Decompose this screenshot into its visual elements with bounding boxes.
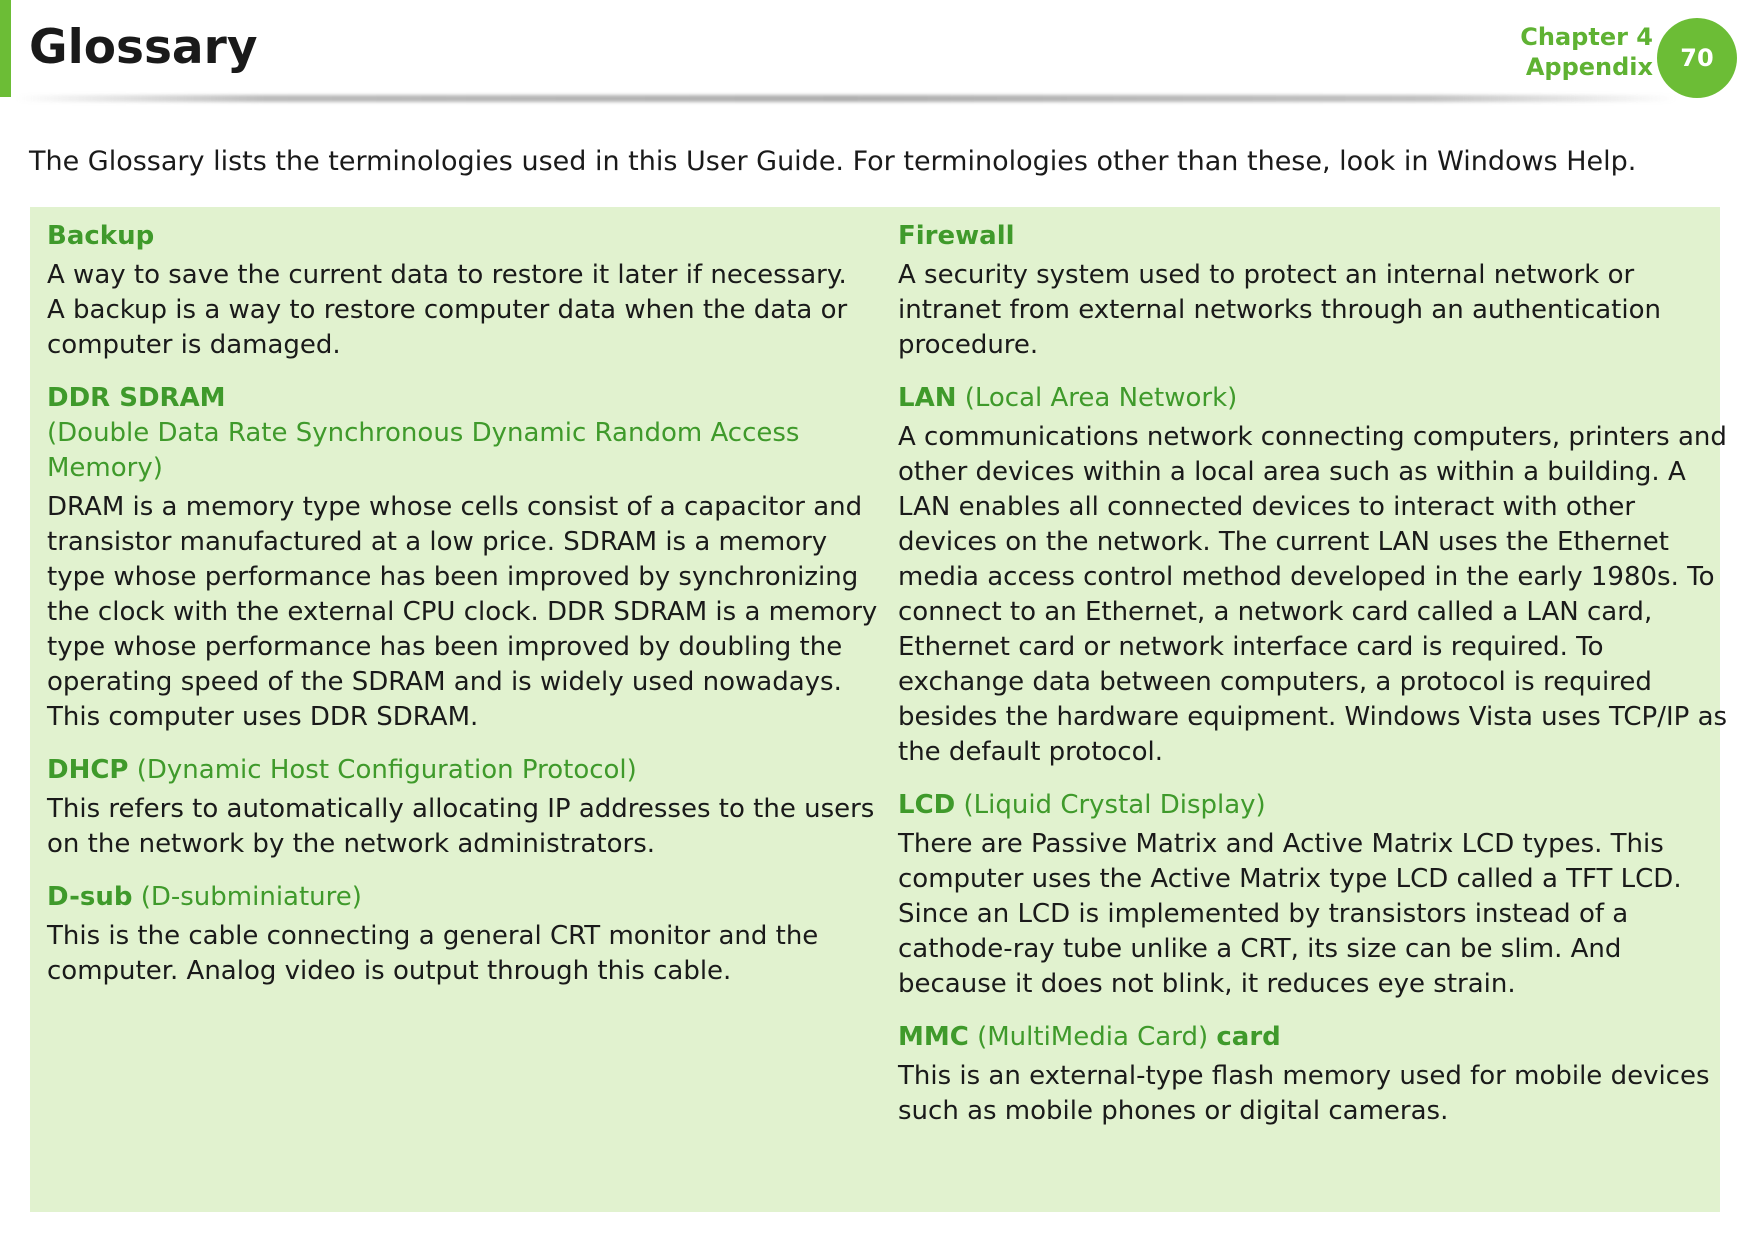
intro-text: The Glossary lists the terminologies used in this User Guide. For terminologies other than these, look in Windows Help.	[29, 146, 1637, 177]
term-expansion: (MultiMedia Card)	[977, 1022, 1209, 1052]
page-number-badge: 70	[1657, 18, 1737, 98]
term-name: LCD	[898, 790, 956, 820]
term-definition: There are Passive Matrix and Active Matrix LCD types. This computer uses the Active Matrix type LCD called a TFT LCD. Since an LCD is implemented by transistors instead of a cathode-ray tube unlike a CRT, its size can be slim. And because it does not blink, it reduces eye strain.	[898, 829, 1682, 999]
term-definition: A security system used to protect an internal network or intranet from external networks through an authentication procedure.	[898, 260, 1661, 360]
glossary-entry-mmc	[898, 1020, 1733, 1129]
glossary-entry-firewall	[898, 219, 1733, 363]
chapter-indicator	[1520, 22, 1653, 82]
term-heading	[47, 219, 887, 254]
term-name: D-sub	[47, 882, 133, 912]
term-heading	[47, 381, 887, 486]
glossary-entry-lcd	[898, 788, 1733, 1002]
glossary-column-left	[47, 219, 887, 1007]
page-title: Glossary	[29, 20, 258, 75]
term-definition	[47, 258, 887, 363]
definition-line: A way to save the current data to restore it later if necessary.	[47, 260, 847, 290]
term-name: LAN	[898, 383, 957, 413]
glossary-entry-backup	[47, 219, 887, 363]
term-heading	[898, 381, 1733, 416]
glossary-panel	[30, 207, 1728, 1212]
term-suffix: card	[1216, 1022, 1281, 1052]
term-expansion: (Local Area Network)	[964, 383, 1238, 413]
term-expansion: (D-subminiature)	[140, 882, 362, 912]
chapter-label: Chapter 4	[1520, 23, 1653, 51]
term-definition: This refers to automatically allocating IP addresses to the users on the network by the network administrators.	[47, 794, 875, 859]
term-name: MMC	[898, 1022, 969, 1052]
term-definition: This is an external-type flash memory used for mobile devices such as mobile phones or digital cameras.	[898, 1061, 1710, 1126]
term-name: DDR SDRAM	[47, 383, 226, 413]
term-heading	[898, 788, 1733, 823]
title-accent-bar	[0, 0, 11, 97]
term-heading	[898, 219, 1733, 254]
term-name: Firewall	[898, 221, 1015, 251]
term-name: Backup	[47, 221, 155, 251]
glossary-entry-lan	[898, 381, 1733, 770]
term-expansion: (Liquid Crystal Display)	[963, 790, 1266, 820]
term-definition: This is the cable connecting a general CRT monitor and the computer. Analog video is output through this cable.	[47, 921, 819, 986]
glossary-entry-d-sub	[47, 880, 887, 989]
term-name: DHCP	[47, 755, 129, 785]
term-expansion: (Dynamic Host Configuration Protocol)	[136, 755, 637, 785]
glossary-column-right	[898, 219, 1733, 1147]
term-definition: DRAM is a memory type whose cells consist of a capacitor and transistor manufactured at a low price. SDRAM is a memory type whose performance has been improved by synchronizing the clock with the external CPU clock. DDR SDRAM is a memory type whose performance has been improved by doubling the operating speed of the SDRAM and is widely used nowadays. This computer uses DDR SDRAM.	[47, 492, 878, 732]
term-heading	[47, 753, 887, 788]
chapter-name: Appendix	[1525, 53, 1653, 81]
term-heading	[898, 1020, 1733, 1055]
term-definition: A communications network connecting computers, printers and other devices within a local area such as within a building. A LAN enables all connected devices to interact with other devices on the network. The current LAN uses the Ethernet media access control method developed in the early 1980s. To connect to an Ethernet, a network card called a LAN card, Ethernet card or network interface card is required. To exchange data between computers, a protocol is required besides the hardware equipment. Windows Vista uses TCP/IP as the default protocol.	[898, 422, 1728, 767]
glossary-entry-ddr-sdram	[47, 381, 887, 735]
term-expansion: (Double Data Rate Synchronous Dynamic Random Access Memory)	[47, 418, 800, 483]
header-divider	[16, 95, 1676, 102]
glossary-entry-dhcp	[47, 753, 887, 862]
definition-line: A backup is a way to restore computer data when the data or computer is damaged.	[47, 295, 848, 360]
term-heading	[47, 880, 887, 915]
